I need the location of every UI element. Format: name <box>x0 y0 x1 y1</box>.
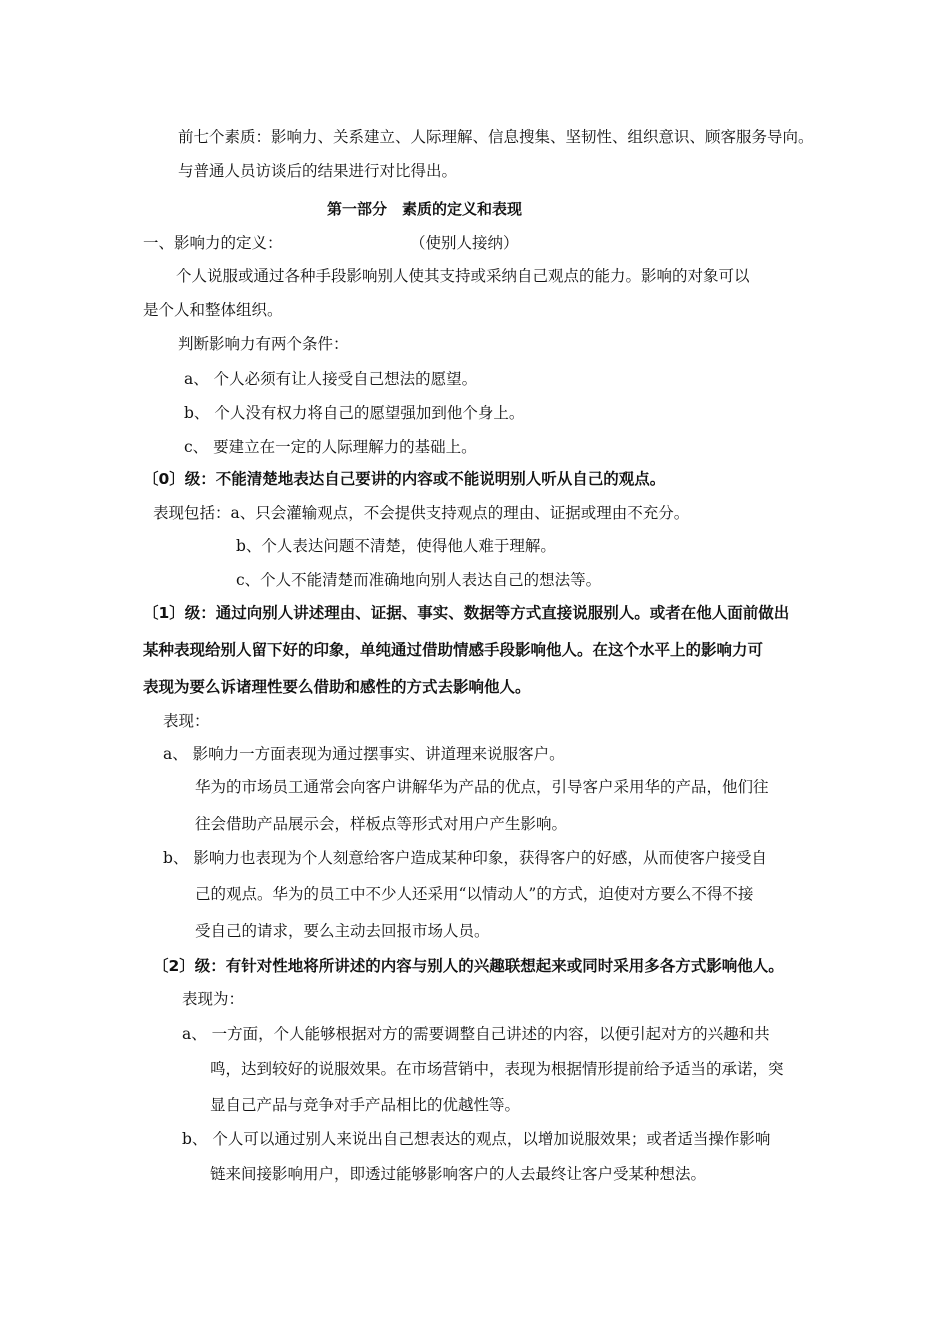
level2-item-a-line-3: 显自己产品与竞争对手产品相比的优越性等。 <box>210 1096 521 1114</box>
level1-heading-line-1: 〔1〕级：通过向别人讲述理由、证据、事实、数据等方式直接说服别人。或者在他人面前做出 <box>143 604 790 622</box>
part-title: 第一部分 素质的定义和表现 <box>327 200 523 218</box>
level1-heading-line-3: 表现为要么诉诸理性要么借助和感性的方式去影响他人。 <box>143 678 531 696</box>
level0-item-c: c、个人不能清楚而准确地向别人表达自己的想法等。 <box>236 571 602 589</box>
condition-b: b、 个人没有权力将自己的愿望强加到他个身上。 <box>184 404 525 422</box>
level1-item-b-line-2: 己的观点。华为的员工中不少人还采用“以情动人”的方式，迫使对方要么不得不接 <box>195 885 754 903</box>
section1-note: （使别人接纳） <box>410 234 519 252</box>
definition-line-2: 是个人和整体组织。 <box>143 301 283 319</box>
level1-item-b-line-1: b、 影响力也表现为个人刻意给客户造成某种印象，获得客户的好感，从而使客户接受自 <box>163 849 767 867</box>
condition-c: c、 要建立在一定的人际理解力的基础上。 <box>184 438 477 456</box>
level1-item-a-detail-2: 往会借助产品展示会，样板点等形式对用户产生影响。 <box>195 815 568 833</box>
level2-item-a-line-1: a、 一方面，个人能够根据对方的需要调整自己讲述的内容，以便引起对方的兴趣和共 <box>182 1025 770 1043</box>
condition-a: a、 个人必须有让人接受自己想法的愿望。 <box>184 370 478 388</box>
level2-heading: 〔2〕级：有针对性地将所讲述的内容与别人的兴趣联想起来或同时采用多各方式影响他人。 <box>153 957 784 975</box>
section1-heading: 一、影响力的定义： <box>143 234 283 252</box>
intro-line-2: 与普通人员访谈后的结果进行对比得出。 <box>178 162 458 180</box>
level0-item-a: 表现包括：a、只会灌输观点，不会提供支持观点的理由、证据或理由不充分。 <box>153 504 690 522</box>
level1-item-b-line-3: 受自己的请求，要么主动去回报市场人员。 <box>195 922 490 940</box>
level0-heading: 〔0〕级：不能清楚地表达自己要讲的内容或不能说明别人听从自己的观点。 <box>143 470 666 488</box>
level2-item-b-line-1: b、 个人可以通过别人来说出自己想表达的观点，以增加说服效果；或者适当操作影响 <box>182 1130 771 1148</box>
level1-item-a-detail-1: 华为的市场员工通常会向客户讲解华为产品的优点，引导客户采用华的产品，他们往 <box>195 778 769 796</box>
definition-line-1: 个人说服或通过各种手段影响别人使其支持或采纳自己观点的能力。影响的对象可以 <box>176 267 750 285</box>
level0-item-b: b、个人表达问题不清楚，使得他人难于理解。 <box>236 537 556 555</box>
intro-line-1: 前七个素质：影响力、关系建立、人际理解、信息搜集、坚韧性、组织意识、顾客服务导向。 <box>178 128 814 146</box>
level1-item-a: a、 影响力一方面表现为通过摆事实、讲道理来说服客户。 <box>163 745 565 763</box>
level2-item-a-line-2: 鸣，达到较好的说服效果。在市场营销中，表现为根据情形提前给予适当的承诺，突 <box>210 1060 784 1078</box>
level1-heading-line-2: 某种表现给别人留下好的印象，单纯通过借助情感手段影响他人。在这个水平上的影响力可 <box>143 641 764 659</box>
level2-label: 表现为： <box>182 990 245 1008</box>
level1-label: 表现： <box>163 712 210 730</box>
conditions-intro: 判断影响力有两个条件： <box>178 335 349 353</box>
level2-item-b-line-2: 链来间接影响用户，即透过能够影响客户的人去最终让客户受某种想法。 <box>210 1165 707 1183</box>
